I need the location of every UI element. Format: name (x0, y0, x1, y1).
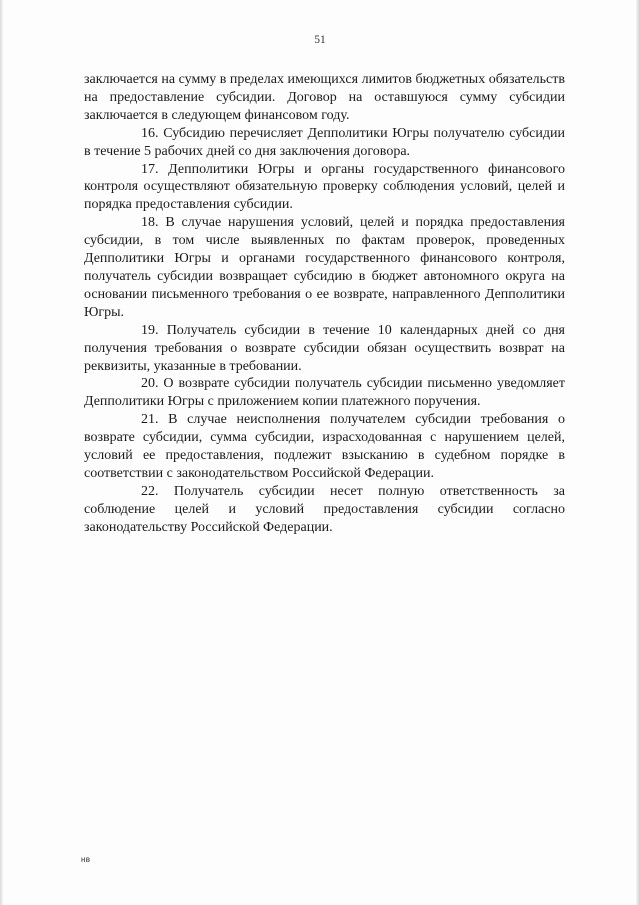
document-body (84, 71, 565, 537)
paragraph-19: 19. Получатель субсидии в течение 10 календарных дней со дня получения требования о возврате субсидии обязан осуществить возврат на реквизиты, указанные в требовании. (84, 322, 565, 374)
paragraph-18: 18. В случае нарушения условий, целей и порядка предоставления субсидии, в том числе выявленных по фактам проверок, проведенных Депполитики Югры и органами государственного финансового контроля, получатель субсидии возвращает субсидию в бюджет автономного округа на основании письменного требования о ее возврате, направленного Депполитики Югры. (84, 215, 565, 320)
scan-edge-left (0, 0, 3, 905)
paragraph-20: 20. О возврате субсидии получатель субсидии письменно уведомляет Депполитики Югры с приложением копии платежного поручения. (84, 376, 565, 410)
paragraph-22: 22. Получатель субсидии несет полную ответственность за соблюдение целей и условий предоставления субсидии согласно законодательству Российской Федерации. (84, 483, 565, 535)
scan-edge-right (636, 0, 640, 905)
paragraph-16: 16. Субсидию перечисляет Депполитики Югры получателю субсидии в течение 5 рабочих дней со дня заключения договора. (84, 125, 565, 159)
paragraph-17: 17. Депполитики Югры и органы государственного финансового контроля осуществляют обязательную проверку соблюдения условий, целей и порядка предоставления субсидии. (84, 161, 565, 213)
page-number: 51 (314, 34, 326, 46)
footer-code: нв (81, 855, 91, 864)
paragraph-21: 21. В случае неисполнения получателем субсидии требования о возврате субсидии, сумма субсидии, израсходованная с нарушением целей, условий ее предоставления, подлежит взысканию в судебном порядке в соответствии с законодательством Российской Федерации. (84, 412, 565, 481)
paragraph-continuation: заключается на сумму в пределах имеющихся лимитов бюджетных обязательств на предоставление субсидии. Договор на оставшуюся сумму субсидии заключается в следующем финансовом году. (84, 72, 565, 123)
